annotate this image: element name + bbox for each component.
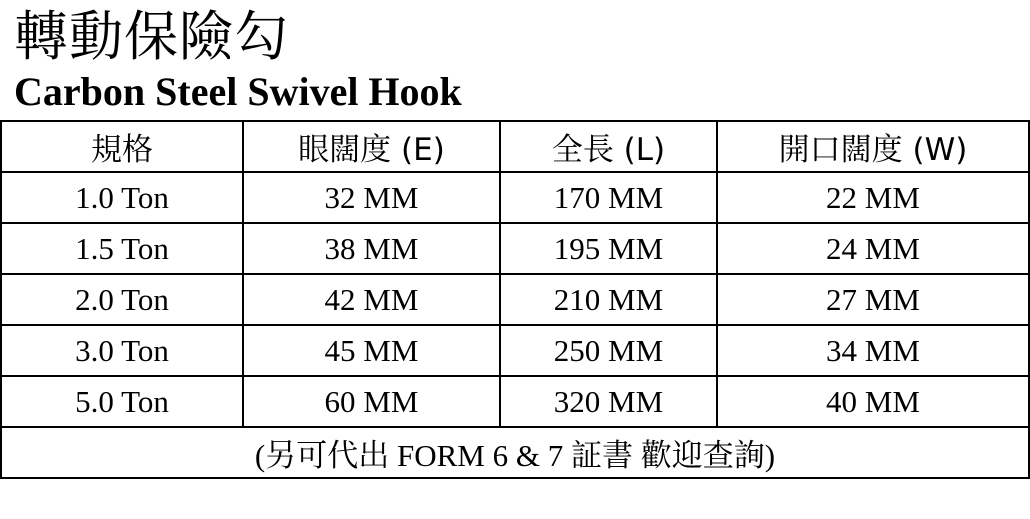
- cell-eye-width: 38 MM: [243, 223, 500, 274]
- table-row: [1, 376, 1029, 427]
- cell-opening-width: 22 MM: [717, 172, 1029, 223]
- table-row: [1, 172, 1029, 223]
- table-footer-row: [1, 427, 1029, 478]
- column-header-opening-width: 開口闊度 (W): [717, 121, 1029, 172]
- table-body: [1, 172, 1029, 478]
- column-header-total-length: 全長 (L): [500, 121, 717, 172]
- column-header-eye-width: 眼闊度 (E): [243, 121, 500, 172]
- cell-total-length: 170 MM: [500, 172, 717, 223]
- cell-opening-width: 27 MM: [717, 274, 1029, 325]
- table-row: [1, 274, 1029, 325]
- cell-size: 5.0 Ton: [1, 376, 243, 427]
- cell-opening-width: 24 MM: [717, 223, 1029, 274]
- cell-total-length: 250 MM: [500, 325, 717, 376]
- page-title-chinese: 轉動保險勾: [14, 5, 289, 68]
- cell-eye-width: 32 MM: [243, 172, 500, 223]
- cell-eye-width: 60 MM: [243, 376, 500, 427]
- cell-size: 3.0 Ton: [1, 325, 243, 376]
- cell-opening-width: 34 MM: [717, 325, 1029, 376]
- column-header-size: 規格: [1, 121, 243, 172]
- table-header-row: [1, 121, 1029, 172]
- table-row: [1, 223, 1029, 274]
- cell-eye-width: 45 MM: [243, 325, 500, 376]
- cell-total-length: 195 MM: [500, 223, 717, 274]
- table-row: [1, 325, 1029, 376]
- cell-eye-width: 42 MM: [243, 274, 500, 325]
- page-title-english: Carbon Steel Swivel Hook: [14, 69, 462, 114]
- cell-size: 1.5 Ton: [1, 223, 243, 274]
- cell-total-length: 210 MM: [500, 274, 717, 325]
- cell-size: 2.0 Ton: [1, 274, 243, 325]
- cell-size: 1.0 Ton: [1, 172, 243, 223]
- cell-opening-width: 40 MM: [717, 376, 1029, 427]
- cell-total-length: 320 MM: [500, 376, 717, 427]
- specification-table: [0, 120, 1030, 479]
- footer-note: (另可代出 FORM 6 & 7 証書 歡迎查詢): [1, 427, 1029, 478]
